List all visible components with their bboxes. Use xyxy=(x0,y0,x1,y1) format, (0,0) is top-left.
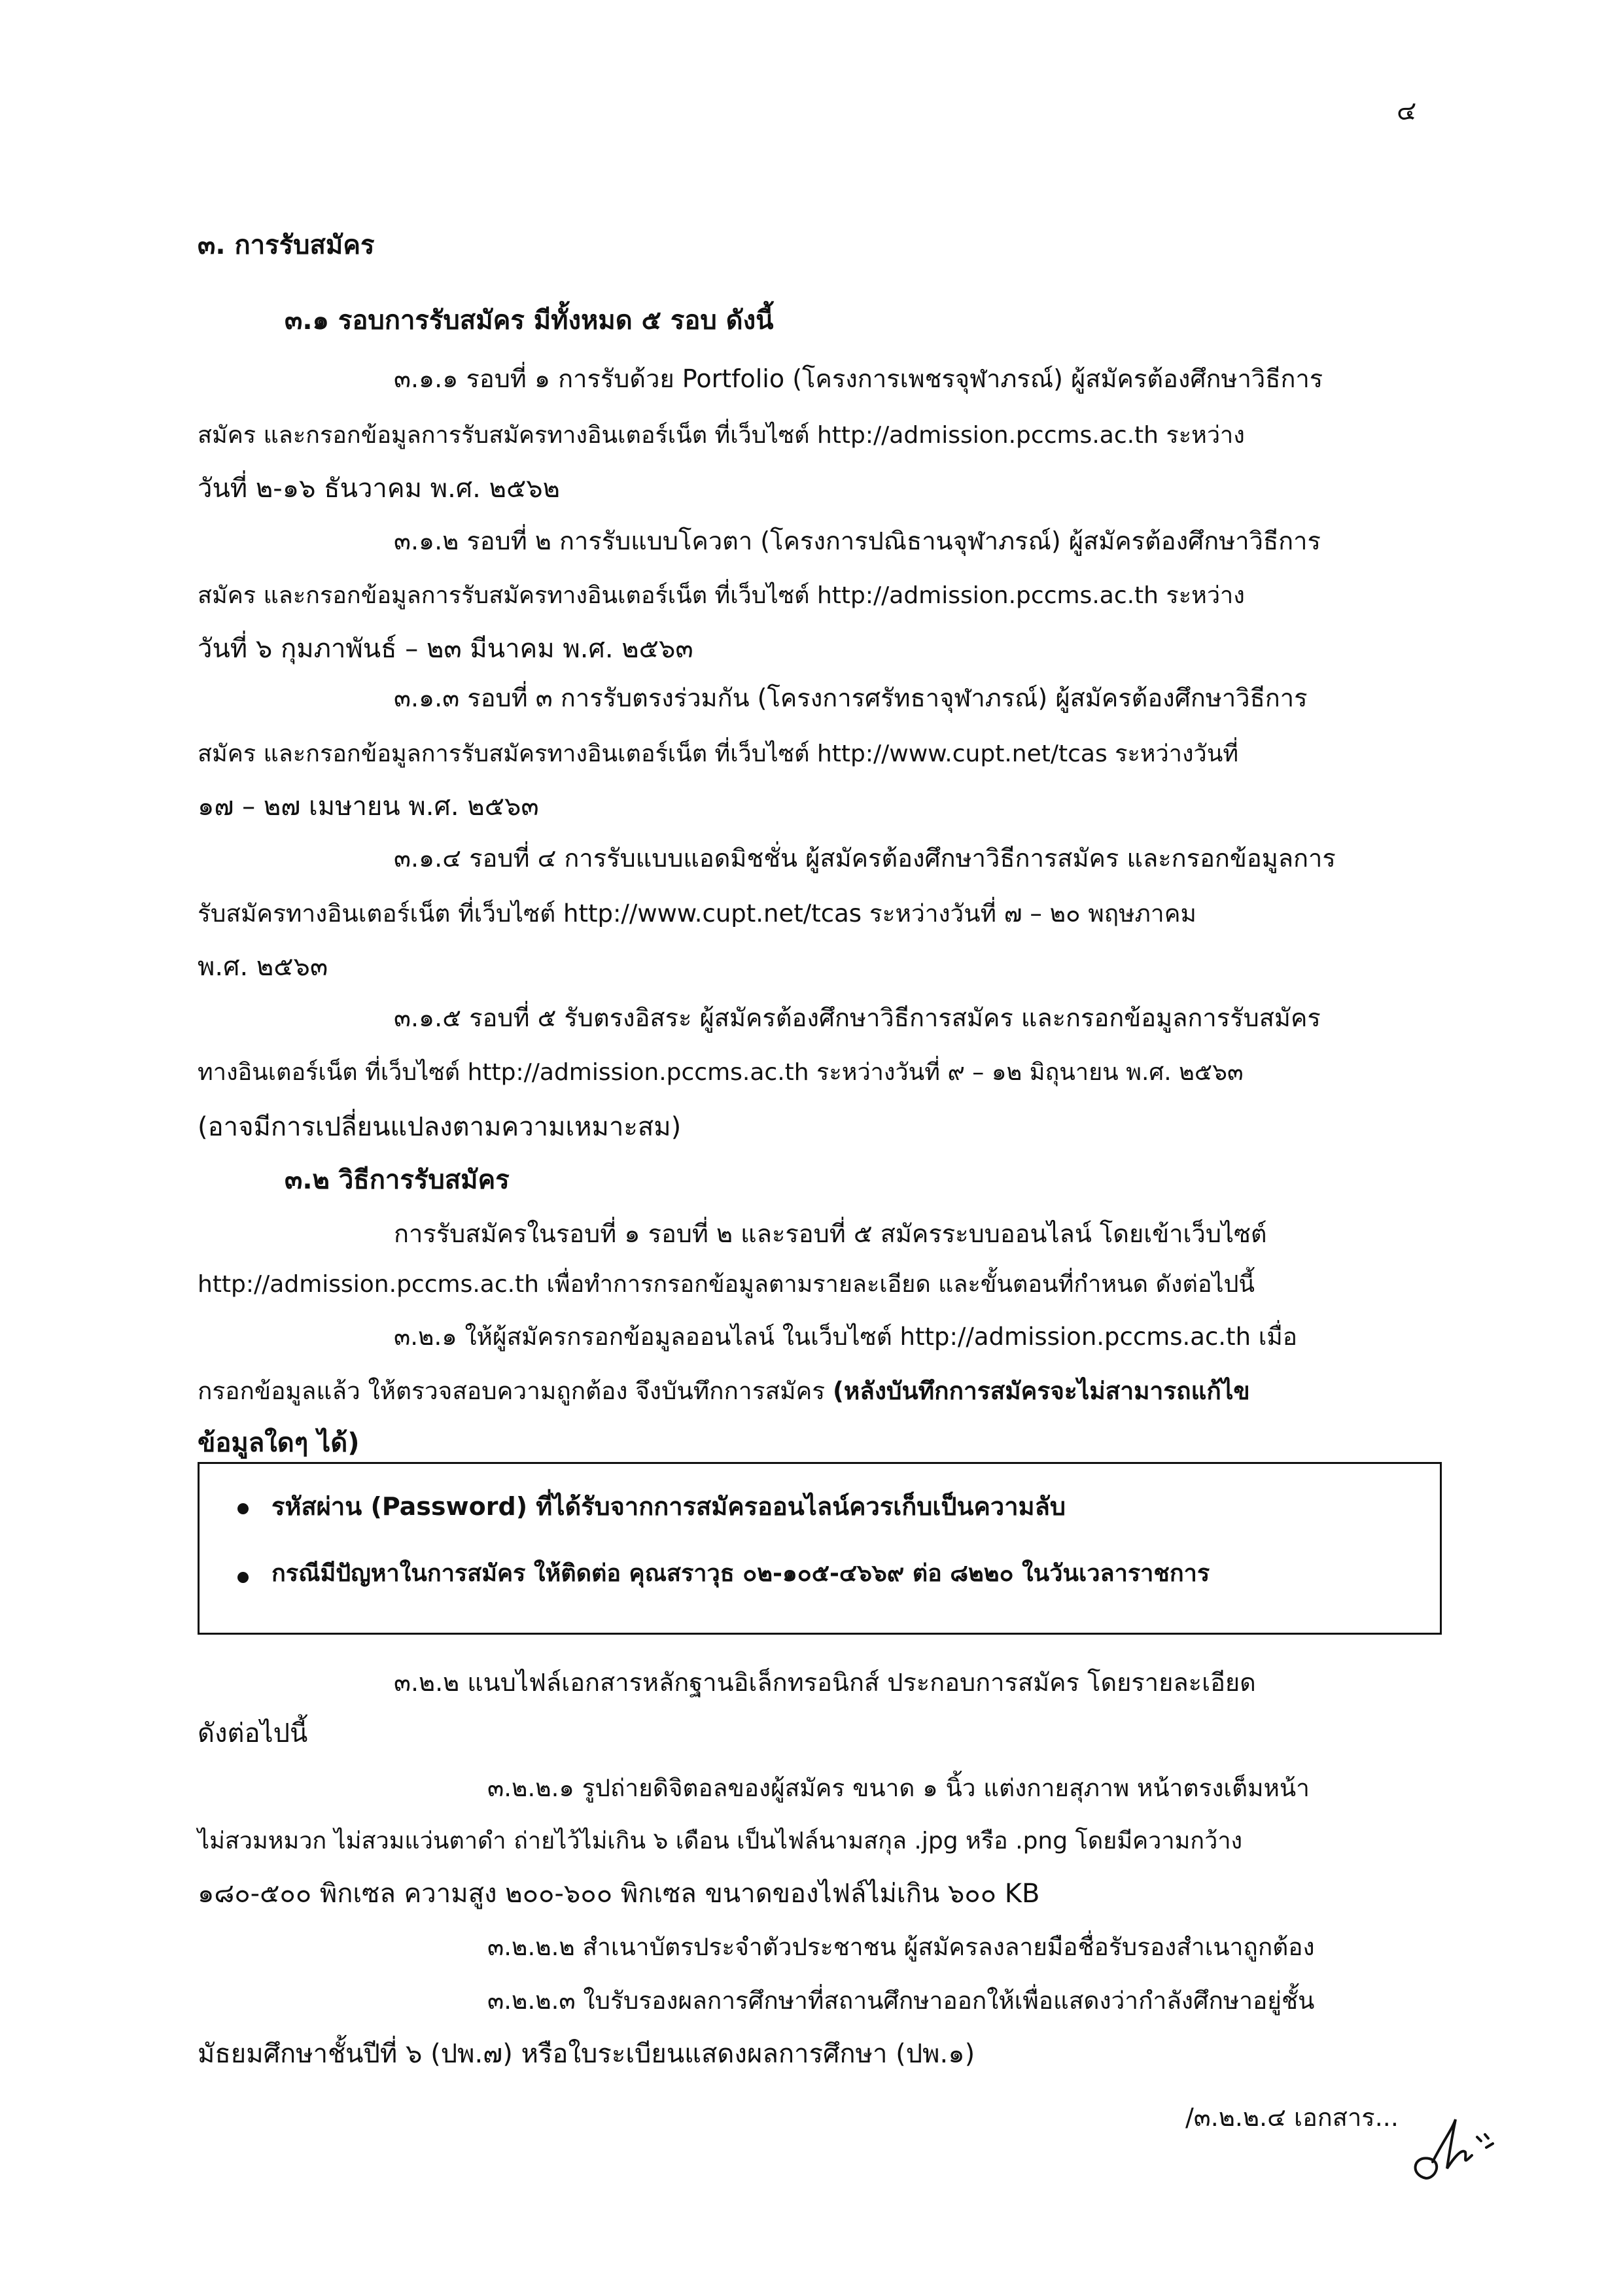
round-4-line-3: พ.ศ. ๒๕๖๓ xyxy=(198,952,328,982)
round-5-line-2: ทางอินเตอร์เน็ต ที่เว็บไซต์ http://admission.pccms.ac.th ระหว่างวันที่ ๙ – ๑๒ มิถุนายน พ.ศ. ๒๕๖๓ xyxy=(198,1059,1244,1086)
item-3-2-2-2: ๓.๒.๒.๒ สำเนาบัตรประจำตัวประชาชน ผู้สมัครลงลายมือชื่อรับรองสำเนาถูกต้อง xyxy=(487,1933,1315,1961)
notice-bullet-2: กรณีมีปัญหาในการสมัคร ให้ติดต่อ คุณสราวุธ ๐๒-๑๐๕-๔๖๖๙ ต่อ ๘๒๒๐ ในวันเวลาราชการ xyxy=(271,1560,1210,1587)
round-1-line-1: ๓.๑.๑ รอบที่ ๑ การรับด้วย Portfolio (โครงการเพชรจุฬาภรณ์) ผู้สมัครต้องศึกษาวิธีการ xyxy=(394,364,1323,393)
item-3-2-1-line-3: ข้อมูลใดๆ ได้) xyxy=(198,1428,360,1458)
round-1-line-2: สมัคร และกรอกข้อมูลการรับสมัครทางอินเตอร์เน็ต ที่เว็บไซต์ http://admission.pccms.ac.th ระหว่าง xyxy=(198,422,1245,449)
round-4-line-2: รับสมัครทางอินเตอร์เน็ต ที่เว็บไซต์ http://www.cupt.net/tcas ระหว่างวันที่ ๗ – ๒๐ พฤษภาคม xyxy=(198,899,1196,928)
round-5-line-1: ๓.๑.๕ รอบที่ ๕ รับตรงอิสระ ผู้สมัครต้องศึกษาวิธีการสมัคร และกรอกข้อมูลการรับสมัคร xyxy=(394,1003,1321,1032)
intro-line-1: การรับสมัครในรอบที่ ๑ รอบที่ ๒ และรอบที่ ๕ สมัครระบบออนไลน์ โดยเข้าเว็บไซต์ xyxy=(394,1219,1267,1248)
item-3-2-2-1-line-1: ๓.๒.๒.๑ รูปถ่ายดิจิตอลของผู้สมัคร ขนาด ๑ นิ้ว แต่งกายสุภาพ หน้าตรงเต็มหน้า xyxy=(487,1774,1310,1802)
item-3-2-1-line-2-bold: (หลังบันทึกการสมัครจะไม่สามารถแก้ไข xyxy=(832,1377,1250,1405)
item-3-2-1-line-2 xyxy=(198,1379,1250,1403)
round-3-line-1: ๓.๑.๓ รอบที่ ๓ การรับตรงร่วมกัน (โครงการศรัทธาจุฬาภรณ์) ผู้สมัครต้องศึกษาวิธีการ xyxy=(394,684,1308,712)
notice-box xyxy=(198,1462,1442,1635)
item-3-2-2-line-2: ดังต่อไปนี้ xyxy=(198,1718,308,1748)
section-title: ๓. การรับสมัคร xyxy=(198,230,375,260)
round-5-line-3: (อาจมีการเปลี่ยนแปลงตามความเหมาะสม) xyxy=(198,1112,682,1142)
item-3-2-1-line-2-plain: กรอกข้อมูลแล้ว ให้ตรวจสอบความถูกต้อง จึงบันทึกการสมัคร xyxy=(198,1377,826,1405)
round-3-line-2: สมัคร และกรอกข้อมูลการรับสมัครทางอินเตอร์เน็ต ที่เว็บไซต์ http://www.cupt.net/tcas ระหว่างวันที่ xyxy=(198,740,1239,767)
round-3-line-3: ๑๗ – ๒๗ เมษายน พ.ศ. ๒๕๖๓ xyxy=(198,791,539,822)
item-3-2-2-3-line-1: ๓.๒.๒.๓ ใบรับรองผลการศึกษาที่สถานศึกษาออกให้เพื่อแสดงว่ากำลังศึกษาอยู่ชั้น xyxy=(487,1987,1315,2015)
item-3-2-1-line-1: ๓.๒.๑ ให้ผู้สมัครกรอกข้อมูลออนไลน์ ในเว็บไซต์ http://admission.pccms.ac.th เมื่อ xyxy=(394,1323,1298,1351)
round-2-line-2: สมัคร และกรอกข้อมูลการรับสมัครทางอินเตอร์เน็ต ที่เว็บไซต์ http://admission.pccms.ac.th ระหว่าง xyxy=(198,582,1245,609)
heading-3-1: ๓.๑ รอบการรับสมัคร มีทั้งหมด ๕ รอบ ดังนี้ xyxy=(285,305,774,336)
round-2-line-3: วันที่ ๖ กุมภาพันธ์ – ๒๓ มีนาคม พ.ศ. ๒๕๖๓ xyxy=(198,634,693,664)
round-2-line-1: ๓.๑.๒ รอบที่ ๒ การรับแบบโควตา (โครงการปณิธานจุฬาภรณ์) ผู้สมัครต้องศึกษาวิธีการ xyxy=(394,527,1321,555)
bullet-dot-icon xyxy=(237,1503,249,1514)
round-1-line-3: วันที่ ๒-๑๖ ธันวาคม พ.ศ. ๒๕๖๒ xyxy=(198,474,561,504)
bullet-dot-icon xyxy=(237,1572,249,1583)
item-3-2-2-1-line-2: ไม่สวมหมวก ไม่สวมแว่นตาดำ ถ่ายไว้ไม่เกิน ๖ เดือน เป็นไฟล์นามสกุล .jpg หรือ .png โดยมีความกว้าง xyxy=(198,1828,1243,1854)
item-3-2-2-3-line-2: มัธยมศึกษาชั้นปีที่ ๖ (ปพ.๗) หรือใบระเบียนแสดงผลการศึกษา (ปพ.๑) xyxy=(198,2039,975,2069)
notice-bullet-1: รหัสผ่าน (Password) ที่ได้รับจากการสมัครออนไลน์ควรเก็บเป็นความลับ xyxy=(271,1492,1066,1521)
round-4-line-1: ๓.๑.๔ รอบที่ ๔ การรับแบบแอดมิชชั่น ผู้สมัครต้องศึกษาวิธีการสมัคร และกรอกข้อมูลการ xyxy=(394,844,1336,873)
item-3-2-2-line-1: ๓.๒.๒ แนบไฟล์เอกสารหลักฐานอิเล็กทรอนิกส์ ประกอบการสมัคร โดยรายละเอียด xyxy=(394,1668,1256,1697)
page-number: ๔ xyxy=(1397,96,1417,126)
signature-icon xyxy=(1406,2116,1511,2188)
continuation-note: /๓.๒.๒.๔ เอกสาร... xyxy=(1185,2103,1399,2132)
item-3-2-2-1-line-3: ๑๘๐-๕๐๐ พิกเซล ความสูง ๒๐๐-๖๐๐ พิกเซล ขนาดของไฟล์ไม่เกิน ๖๐๐ KB xyxy=(198,1879,1040,1909)
heading-3-2: ๓.๒ วิธีการรับสมัคร xyxy=(285,1165,510,1195)
intro-line-2: http://admission.pccms.ac.th เพื่อทำการกรอกข้อมูลตามรายละเอียด และขั้นตอนที่กำหนด ดังต่อไปนี้ xyxy=(198,1271,1255,1298)
